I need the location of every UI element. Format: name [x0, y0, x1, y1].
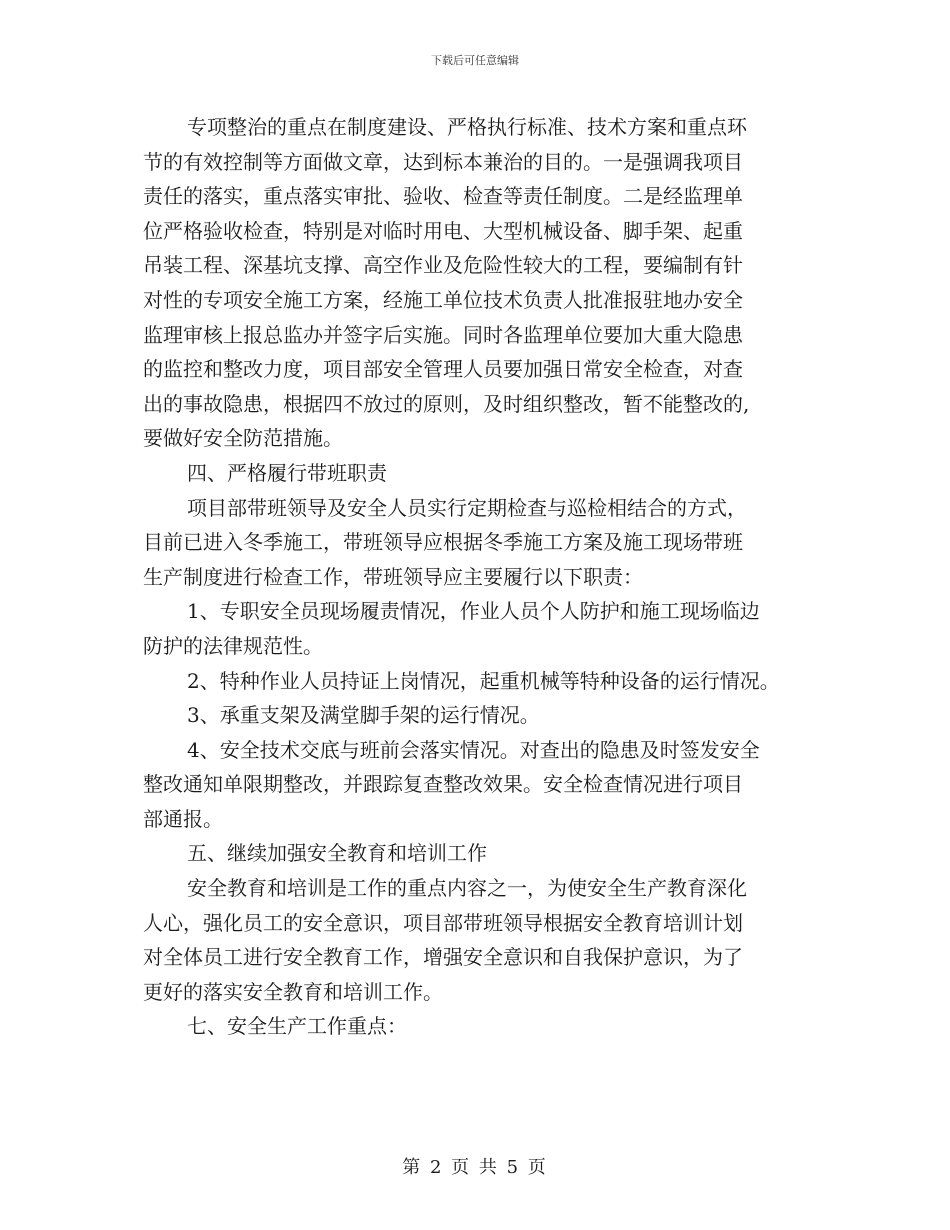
paragraph-line: 对全体员工进行安全教育工作，增强安全意识和自我保护意识，为了	[143, 945, 743, 970]
paragraph-line: 的监控和整改力度，项目部安全管理人员要加强日常安全检查，对查	[143, 357, 743, 382]
paragraph-line: 安全教育和培训是工作的重点内容之一，为使安全生产教育深化	[187, 876, 747, 901]
paragraph-line: 出的事故隐患，根据四不放过的原则，及时组织整改，暂不能整改的,	[143, 391, 750, 416]
paragraph-line: 生产制度进行检查工作，带班领导应主要履行以下职责：	[143, 564, 643, 589]
document-body	[143, 110, 815, 1044]
list-item-continuation: 防护的法律规范性。	[143, 633, 323, 658]
paragraph-line: 项目部带班领导及安全人员实行定期检查与巡检相结合的方式，	[187, 495, 747, 520]
section-heading: 五、继续加强安全教育和培训工作	[187, 841, 487, 866]
list-item-continuation: 部通报。	[143, 806, 223, 831]
paragraph-line: 目前已进入冬季施工，带班领导应根据冬季施工方案及施工现场带班	[143, 530, 743, 555]
paragraph-line: 更好的落实安全教育和培训工作。	[143, 979, 443, 1004]
list-item: 2、特种作业人员持证上岗情况，起重机械等特种设备的运行情况。	[187, 668, 780, 693]
list-item: 4、安全技术交底与班前会落实情况。对查出的隐患及时签发安全	[187, 737, 760, 762]
paragraph-line: 人心，强化员工的安全意识，项目部带班领导根据安全教育培训计划	[143, 910, 743, 935]
paragraph-line: 要做好安全防范措施。	[143, 426, 343, 451]
section-heading: 七、安全生产工作重点：	[187, 1014, 407, 1039]
list-item-continuation: 整改通知单限期整改，并跟踪复查整改效果。安全检查情况进行项目	[143, 772, 743, 797]
section-heading: 四、严格履行带班职责	[187, 460, 387, 485]
paragraph-line: 监理审核上报总监办并签字后实施。同时各监理单位要加大重大隐患	[143, 322, 743, 347]
paragraph-line: 节的有效控制等方面做文章，达到标本兼治的目的。一是强调我项目	[143, 149, 743, 174]
page-header: 下载后可任意编辑	[431, 54, 519, 67]
paragraph-line: 专项整治的重点在制度建设、严格执行标准、技术方案和重点环	[187, 115, 747, 139]
list-item: 1、专职安全员现场履责情况，作业人员个人防护和施工现场临边	[187, 599, 760, 624]
page-number: 第 2 页 共 5 页	[402, 1157, 548, 1178]
paragraph-line: 责任的落实，重点落实审批、验收、检查等责任制度。二是经监理单	[143, 184, 743, 209]
paragraph-line: 吊装工程、深基坑支撑、高空作业及危险性较大的工程，要编制有针	[143, 253, 743, 278]
paragraph-line: 对性的专项安全施工方案，经施工单位技术负责人批准报驻地办安全	[143, 287, 743, 312]
list-item: 3、承重支架及满堂脚手架的运行情况。	[187, 703, 540, 728]
paragraph-line: 位严格验收检查，特别是对临时用电、大型机械设备、脚手架、起重	[143, 218, 743, 243]
